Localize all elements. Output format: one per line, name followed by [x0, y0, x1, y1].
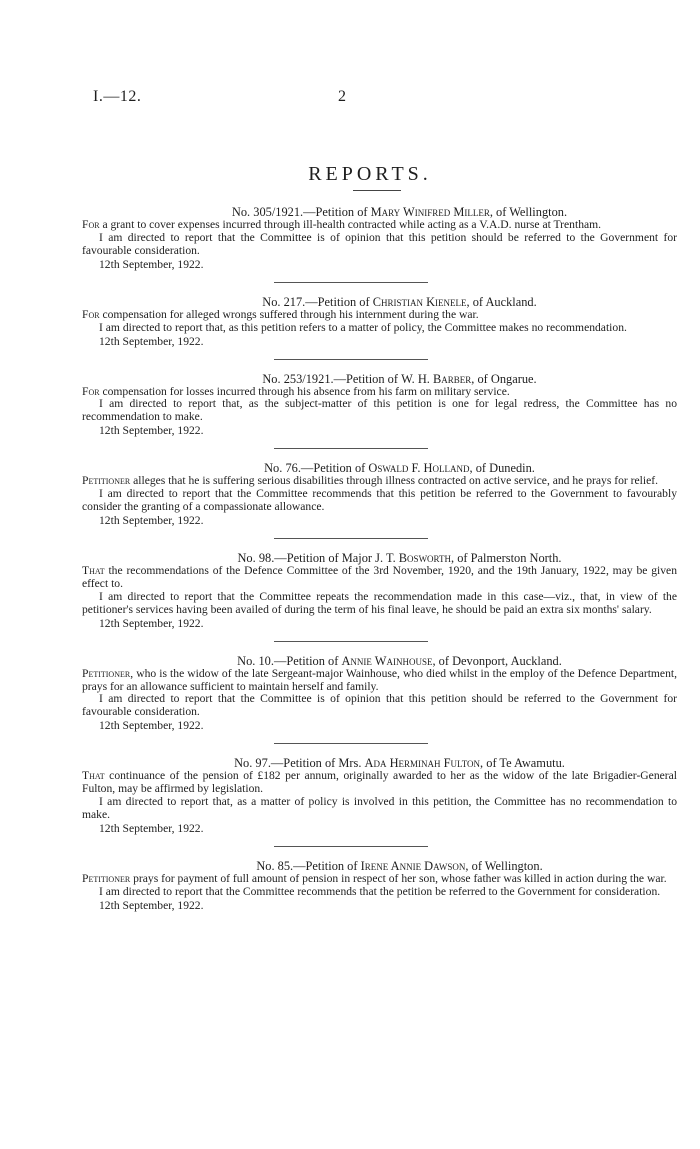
- petition-prayer: That continuance of the pension of £182 per annum, originally awarded to her as the widow of the late Brigadier-General Fulton, may be affirmed by legislation.: [82, 769, 677, 796]
- petitioner-name: Annie Wainhouse: [341, 653, 433, 668]
- petitioner-name: J. T. Bosworth: [375, 550, 452, 565]
- separator-rule: [274, 359, 428, 360]
- petition-heading: No. 253/1921.—Petition of W. H. Barber, of Ongarue.: [262, 371, 537, 386]
- petitioner-name: Oswald F. Holland: [368, 461, 470, 476]
- reports-list: [82, 199, 677, 912]
- petition-prayer: Petitioner prays for payment of full amount of pension in respect of her son, whose father was killed in action during the war.: [82, 871, 667, 885]
- committee-report: I am directed to report that the Committee recommends that this petition be referred to the Government to favourably consider the granting of a compassionate allowance.: [82, 487, 677, 514]
- committee-report: I am directed to report that, as this petition refers to a matter of policy, the Committee makes no recommendation.: [99, 320, 627, 334]
- petition-heading: No. 85.—Petition of Irene Annie Dawson, of Wellington.: [256, 858, 543, 873]
- separator-rule: [274, 448, 428, 449]
- separator-rule: [274, 538, 428, 539]
- petition-entry: [82, 859, 677, 912]
- petition-heading: No. 97.—Petition of Mrs. Ada Herminah Fulton, of Te Awamutu.: [234, 756, 565, 771]
- petition-prayer: That the recommendations of the Defence Committee of the 3rd November, 1920, and the 19th January, 1922, may be given effect to.: [82, 563, 677, 590]
- petition-entry: [82, 205, 677, 271]
- separator-rule: [274, 282, 428, 283]
- report-date: 12th September, 1922.: [99, 424, 204, 438]
- title-rule: [353, 190, 401, 191]
- petition-heading: No. 10.—Petition of Annie Wainhouse, of Devonport, Auckland.: [237, 653, 562, 668]
- report-date: 12th September, 1922.: [99, 334, 204, 348]
- petition-heading: No. 98.—Petition of Major J. T. Bosworth, of Palmerston North.: [237, 550, 562, 565]
- separator-rule: [274, 846, 428, 847]
- petition-prayer: For compensation for losses incurred through his absence from his farm on military service.: [82, 384, 510, 398]
- report-date: 12th September, 1922.: [99, 821, 204, 835]
- petition-prayer: For compensation for alleged wrongs suffered through his internment during the war.: [82, 307, 479, 321]
- page-title: REPORTS.: [308, 163, 432, 185]
- committee-report: I am directed to report that the Committee is of opinion that this petition should be referred to the Government for favourable consideration.: [82, 230, 677, 257]
- committee-report: I am directed to report that, as the subject-matter of this petition is one for legal redress, the Committee has no recommendation to make.: [82, 397, 677, 424]
- report-date: 12th September, 1922.: [99, 719, 204, 733]
- petitioner-name: Mary Winifred Miller: [370, 205, 490, 219]
- petition-prayer: For a grant to cover expenses incurred through ill-health contracted while acting as a V.A.D. nurse at Trentham.: [82, 218, 602, 231]
- petition-heading: No. 76.—Petition of Oswald F. Holland, of Dunedin.: [264, 461, 535, 476]
- petition-prayer: Petitioner, who is the widow of the late Sergeant-major Wainhouse, who died whilst in the employ of the Defence Department, prays for an allowance sufficient to maintain herself and family.: [82, 666, 677, 693]
- petitioner-name: Christian Kienele: [372, 294, 467, 309]
- petitioner-name: W. H. Barber: [401, 371, 472, 386]
- report-date: 12th September, 1922.: [99, 898, 204, 912]
- petitioner-name: Irene Annie Dawson: [360, 858, 466, 873]
- committee-report: I am directed to report that the Committee repeats the recommendation made in this case—viz., that, in view of the petitioner's services having been availed of during the term of his final leave, he should be paid an extra six months' salary.: [82, 589, 677, 616]
- petition-entry: [82, 295, 677, 348]
- petition-entry: [82, 461, 677, 527]
- report-date: 12th September, 1922.: [99, 616, 204, 630]
- petition-heading: No. 217.—Petition of Christian Kienele, of Auckland.: [262, 294, 537, 309]
- report-date: 12th September, 1922.: [99, 257, 204, 271]
- page-number: 2: [338, 88, 346, 105]
- petition-entry: [82, 654, 677, 733]
- petition-entry: [82, 756, 677, 835]
- petitioner-name: Ada Herminah Fulton: [364, 756, 481, 771]
- page-reference: I.—12.: [93, 88, 142, 105]
- separator-rule: [274, 641, 428, 642]
- petition-entry: [82, 372, 677, 438]
- report-date: 12th September, 1922.: [99, 513, 204, 527]
- committee-report: I am directed to report that the Committee is of opinion that this petition should be referred to the Government for favourable consideration.: [82, 692, 677, 719]
- committee-report: I am directed to report that the Committee recommends that the petition be referred to the Government for consideration.: [99, 884, 661, 898]
- petition-entry: [82, 551, 677, 630]
- petition-prayer: Petitioner alleges that he is suffering serious disabilities through illness contracted on active service, and he prays for relief.: [82, 474, 659, 488]
- committee-report: I am directed to report that, as a matter of policy is involved in this petition, the Committee has no recommendation to make.: [82, 795, 677, 821]
- separator-rule: [274, 743, 428, 744]
- petition-heading: No. 305/1921.—Petition of Mary Winifred Miller, of Wellington.: [231, 205, 568, 219]
